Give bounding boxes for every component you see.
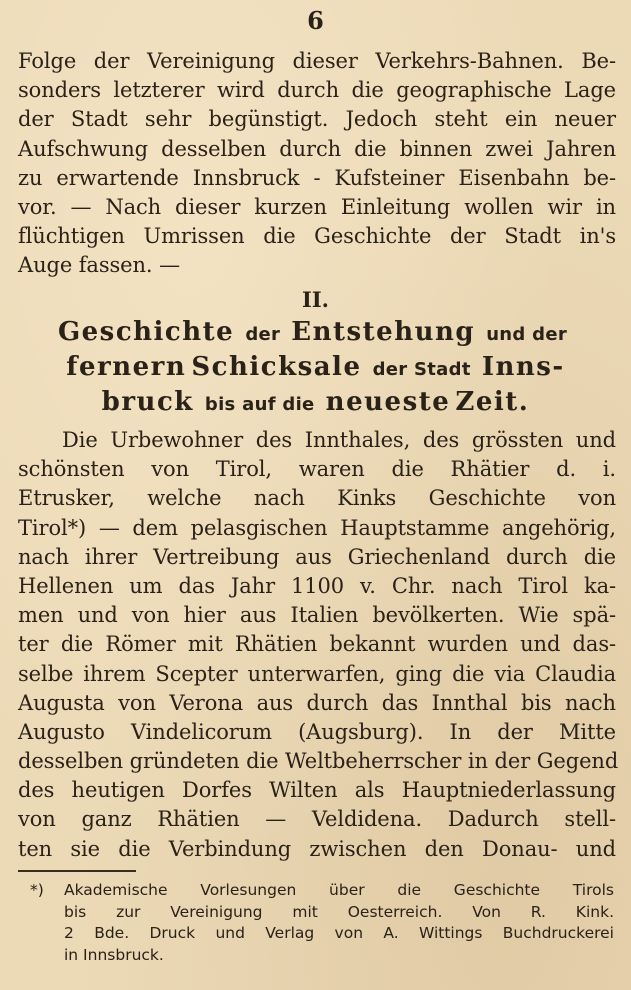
text-line: des heutigen Dorfes Wilten als Hauptniederlassung	[18, 778, 616, 803]
text-line: Folge der Vereinigung dieser Verkehrs-Bahnen. Be-	[18, 49, 616, 73]
text-line: selbe ihrem Scepter unterwarfen, ging die via Claudia	[18, 661, 616, 686]
text-line: men und von hier aus Italien bevölkerten. Wie spä-	[18, 603, 616, 628]
section-number: II.	[302, 287, 329, 312]
text-line: flüchtigen Umrissen die Geschichte der Stadt in's	[18, 224, 616, 249]
heading-word: und der	[486, 324, 568, 345]
text-line: Aufschwung desselben durch die binnen zwei Jahren	[18, 136, 616, 161]
footnote-line	[30, 880, 614, 902]
footnote-line: in Innsbruck.	[64, 945, 164, 964]
text-line: nach ihrer Vertreibung aus Griechenland durch die	[18, 544, 616, 569]
footnote-marker: *)	[30, 881, 44, 899]
text-line: vor. — Nach dieser kurzen Einleitung wollen wir in	[18, 194, 616, 219]
text-line: Tirol*) — dem pelasgischen Hauptstamme angehörig,	[18, 515, 616, 540]
paragraph-intro	[18, 47, 616, 281]
footnote-line: 2 Bde. Druck und Verlag von A. Wittings Buchdruckerei	[64, 924, 614, 942]
footnote-line: bis zur Vereinigung mit Oesterreich. Von R. Kink.	[64, 902, 614, 921]
footnote	[30, 880, 614, 966]
section-heading-line-3	[0, 387, 631, 417]
text-line: ten sie die Verbindung zwischen den Donau- und	[18, 836, 616, 861]
heading-word: der	[245, 324, 281, 345]
text-line: Auge fassen. —	[18, 253, 180, 278]
text-line: Etrusker, welche nach Kinks Geschichte von	[18, 486, 616, 511]
paragraph-main	[18, 426, 619, 864]
heading-word: bruck	[101, 387, 194, 417]
section-heading-line-2	[0, 352, 631, 382]
text-line: Hellenen um das Jahr 1100 v. Chr. nach Tirol ka-	[18, 573, 616, 598]
heading-word: Inns-	[481, 352, 565, 382]
heading-word: bis auf die	[204, 394, 315, 415]
heading-word: der Stadt	[372, 359, 471, 380]
text-line: zu erwartende Innsbruck - Kufsteiner Eisenbahn be-	[18, 165, 616, 190]
text-line: Augusta von Verona aus durch das Innthal bis nach	[18, 690, 616, 715]
text-line: desselben gründeten die Weltbeherrscher in der Gegend	[18, 749, 619, 774]
heading-word: neueste	[325, 387, 451, 417]
text-line: Die Urbewohner des Innthales, des grössten und	[62, 428, 616, 452]
text-line: schönsten von Tirol, waren die Rhätier d. i.	[18, 457, 616, 482]
footnote-text: Akademische Vorlesungen über die Geschichte Tirols	[64, 881, 614, 899]
text-line: der Stadt sehr begünstigt. Jedoch steht ein neuer	[18, 107, 616, 132]
text-line: Augusto Vindelicorum (Augsburg). In der Mitte	[18, 719, 616, 744]
text-line: ter die Römer mit Rhätien bekannt wurden und das-	[18, 632, 616, 657]
heading-word: Entstehung	[291, 317, 476, 347]
footnote-divider	[18, 870, 136, 872]
heading-word: Zeit.	[455, 387, 530, 417]
section-heading-line-1	[0, 317, 631, 347]
heading-word: Schicksale	[191, 352, 362, 382]
text-line: sonders letzterer wird durch die geographische Lage	[18, 78, 616, 103]
heading-word: Geschichte	[57, 317, 235, 347]
heading-word: fernern	[66, 352, 187, 382]
page-number: 6	[307, 6, 324, 35]
text-line: von ganz Rhätien — Veldidena. Dadurch stell-	[18, 807, 616, 832]
